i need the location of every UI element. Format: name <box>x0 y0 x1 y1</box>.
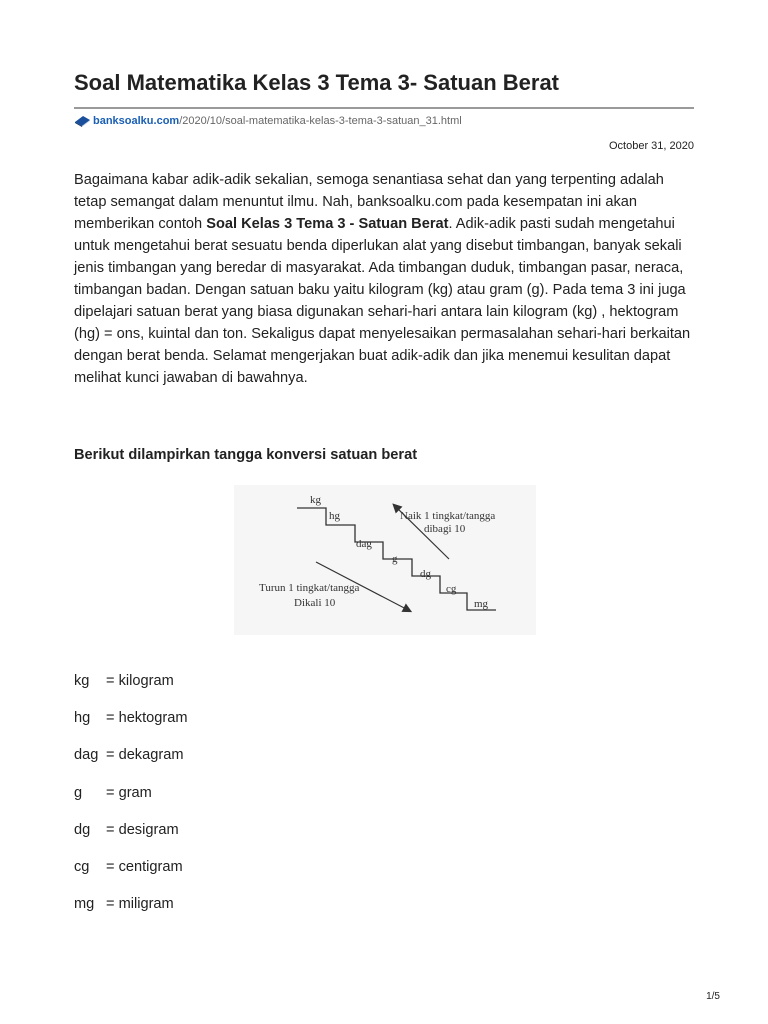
unit-abbr: hg <box>74 710 91 727</box>
intro-text-bold: Soal Kelas 3 Tema 3 - Satuan Berat <box>206 216 449 232</box>
unit-item <box>74 707 188 744</box>
unit-name: = desigram <box>106 821 179 838</box>
unit-item <box>74 893 188 930</box>
intro-text-part1: Bagaimana kabar adik-adik sekalian, semoga senantiasa sehat dan yang terpenting adalah tetap semangat dalam menuntut ilmu. Nah, banksoalku.com pada kesempatan ini akan memberikan contoh <box>74 172 664 232</box>
down-label-line2: Dikali 10 <box>294 597 336 609</box>
unit-abbr: dg <box>74 821 91 838</box>
intro-text-part2: . Adik-adik pasti sudah mengetahui untuk mengetahui berat sesuatu benda diperlukan alat yang disebut timbangan, banyak sekali jenis timbangan yang beredar di masyarakat. Ada timbangan duduk, timbangan pasar, neraca, timbangan badan. Dengan satuan baku yaitu kilogram (kg) atau gram (g). Pada tema 3 ini juga dipelajari satuan berat yang biasa digunakan sehari-hari antara lain kilogram (kg) , hektogram (hg) = ons, kuintal dan ton. Sekaligus dapat menyelesaikan permasalahan sehari-hari berkaitan dengan berat benda. Selamat mengerjakan buat adik-adik dan jika menemui kesulitan dapat melihat kunci jawaban di bawahnya. <box>74 216 691 386</box>
page-title: Soal Matematika Kelas 3 Tema 3- Satuan Berat <box>74 70 560 95</box>
title-divider <box>74 107 694 109</box>
step-label-dag: dag <box>356 538 372 550</box>
step-label-mg: mg <box>474 598 489 610</box>
unit-name: = centigram <box>106 858 183 875</box>
unit-item <box>74 782 188 819</box>
up-label-line2: dibagi 10 <box>424 523 466 535</box>
down-label-line1: Turun 1 tingkat/tangga <box>259 582 360 594</box>
up-label-line1: Naik 1 tingkat/tangga <box>400 510 496 522</box>
unit-name: = hektogram <box>106 710 188 727</box>
source-path[interactable]: /2020/10/soal-matematika-kelas-3-tema-3-satuan_31.html <box>179 115 462 127</box>
source-url[interactable] <box>74 115 462 127</box>
unit-item <box>74 856 188 893</box>
unit-name: = gram <box>106 784 152 801</box>
unit-item <box>74 744 188 781</box>
unit-name: = miligram <box>106 896 174 913</box>
staircase-svg <box>234 485 536 635</box>
unit-item <box>74 670 188 707</box>
unit-abbr: kg <box>74 673 90 689</box>
post-date: October 31, 2020 <box>608 140 694 152</box>
source-domain[interactable]: banksoalku.com <box>93 115 180 127</box>
page-number: 1/5 <box>706 991 720 1002</box>
unit-abbr: g <box>74 784 83 801</box>
unit-name: = dekagram <box>106 747 184 764</box>
step-label-hg: hg <box>329 510 340 522</box>
book-icon <box>74 115 91 127</box>
unit-name: = kilogram <box>106 673 174 689</box>
step-label-kg: kg <box>310 494 321 506</box>
intro-paragraph <box>74 169 696 389</box>
unit-abbr: cg <box>74 858 90 875</box>
unit-list <box>74 670 188 930</box>
step-label-g: g <box>392 553 398 565</box>
section-heading: Berikut dilampirkan tangga konversi satuan berat <box>74 447 418 463</box>
unit-item <box>74 819 188 856</box>
step-label-dg: dg <box>420 568 431 580</box>
step-label-cg: cg <box>446 583 457 595</box>
unit-abbr: dag <box>74 747 99 764</box>
unit-abbr: mg <box>74 896 95 913</box>
conversion-staircase-diagram <box>234 485 536 635</box>
